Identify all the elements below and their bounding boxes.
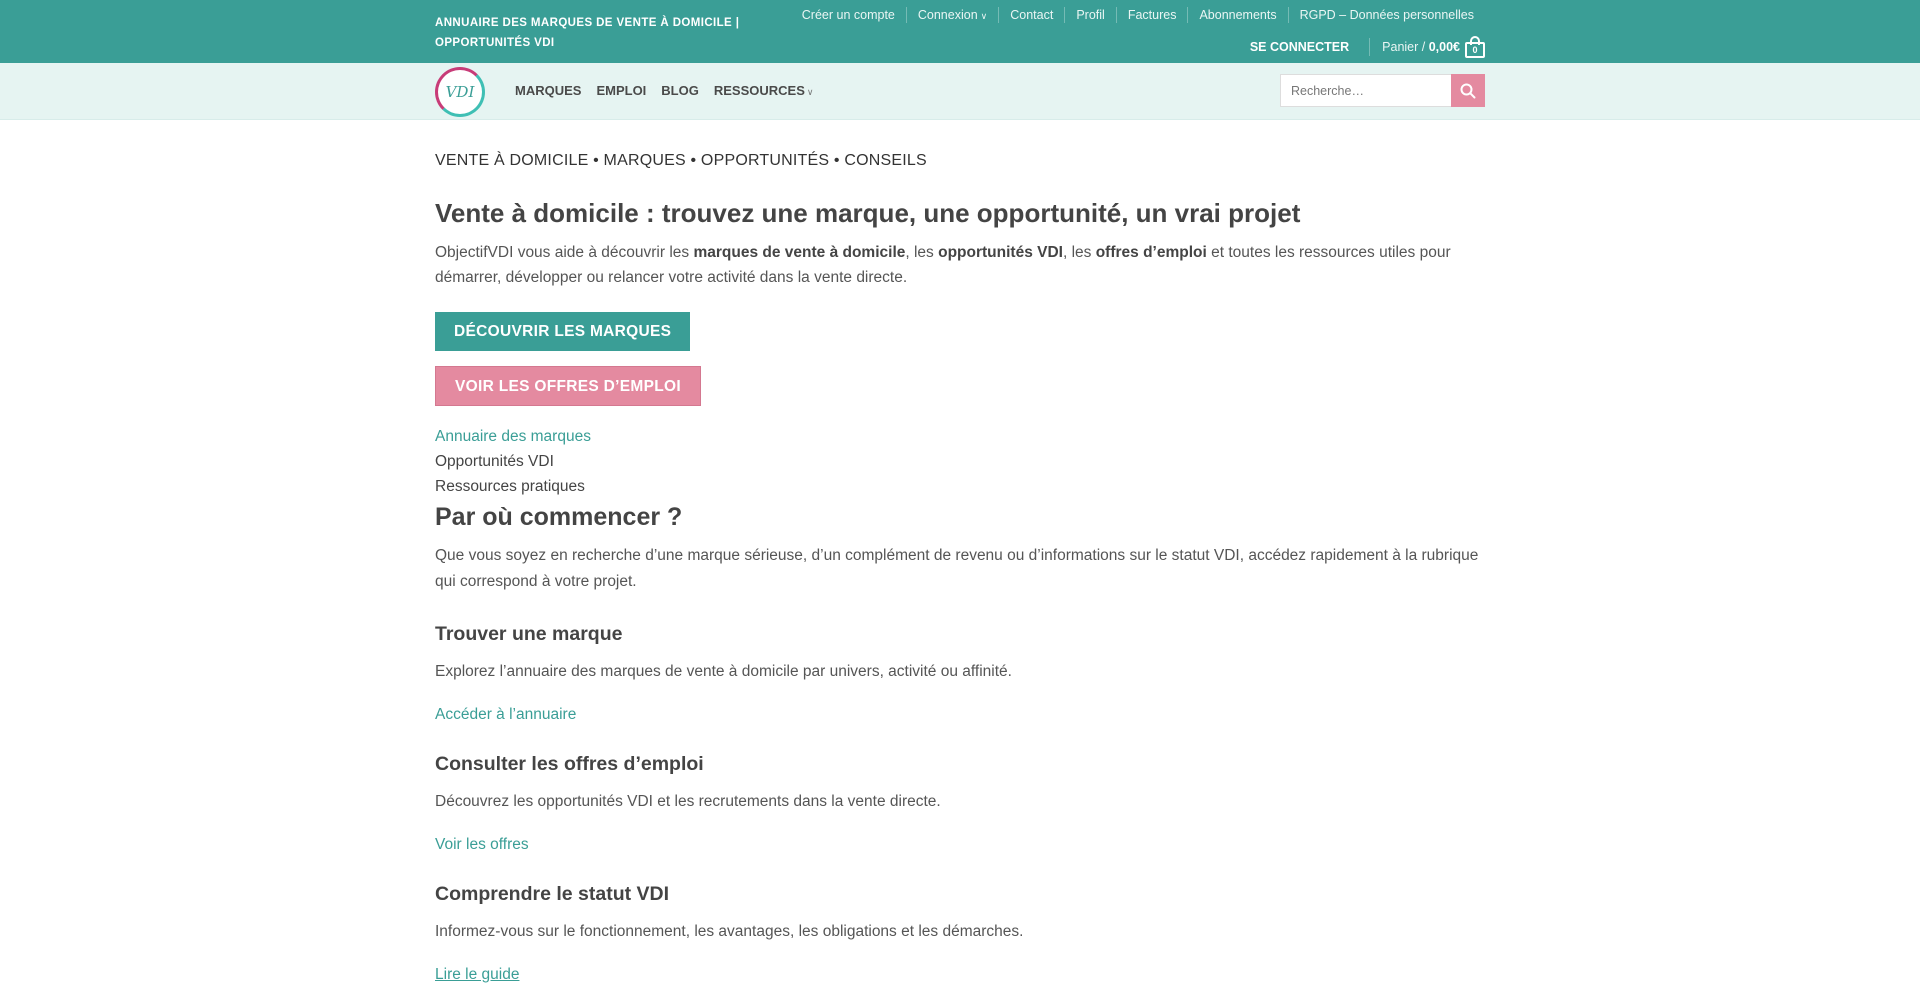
main-navigation: [515, 83, 828, 98]
intro-bold-brands: marques de vente à domicile: [693, 244, 906, 261]
link-brand-directory[interactable]: Annuaire des marques: [435, 428, 591, 445]
search-input[interactable]: [1280, 74, 1451, 107]
intro-text-1: ObjectifVDI vous aide à découvrir les: [435, 244, 694, 261]
shopping-bag-icon[interactable]: [1465, 36, 1485, 58]
logo-text: VDI: [445, 83, 475, 101]
page-title: Vente à domicile : trouvez une marque, une opportunité, un vrai projet: [435, 198, 1301, 228]
cart-total: 0,00€: [1428, 40, 1460, 54]
section-title: Par où commencer ?: [435, 503, 683, 531]
block-text-status: Informez-vous sur le fonctionnement, les avantages, les obligations et les démarches.: [435, 923, 1024, 940]
top-navigation: [791, 7, 1485, 23]
chevron-down-icon: ∨: [806, 87, 814, 97]
discover-brands-button[interactable]: DÉCOUVRIR LES MARQUES: [435, 312, 690, 351]
cart-link[interactable]: [1382, 40, 1460, 54]
cart-prefix: Panier /: [1382, 40, 1429, 54]
top-nav-invoices[interactable]: Factures: [1116, 7, 1188, 23]
intro-text-4: et toutes les ressources utiles pour démarrer, développer ou relancer votre activité dans la vente directe.: [435, 244, 1451, 286]
intro-bold-jobs: offres d’emploi: [1095, 244, 1207, 261]
link-vdi-opportunities[interactable]: Opportunités VDI: [435, 453, 554, 470]
intro-text-3: , les: [1062, 244, 1096, 261]
nav-resources-label: RESSOURCES: [713, 83, 805, 98]
block-text-jobs: Découvrez les opportunités VDI et les recrutements dans la vente directe.: [435, 793, 941, 810]
intro-paragraph: [435, 240, 1485, 290]
top-nav-login-label: Connexion: [917, 8, 978, 22]
link-practical-resources[interactable]: Ressources pratiques: [435, 478, 585, 495]
top-nav-login[interactable]: [906, 7, 998, 23]
block-link-offers[interactable]: Voir les offres: [435, 836, 529, 853]
intro-bold-opportunities: opportunités VDI: [938, 244, 1063, 261]
top-nav-subscriptions[interactable]: Abonnements: [1187, 7, 1287, 23]
login-button[interactable]: SE CONNECTER: [1250, 38, 1370, 56]
search-form: [1280, 74, 1485, 107]
block-link-guide[interactable]: Lire le guide: [435, 966, 520, 983]
site-logo[interactable]: [435, 67, 485, 117]
block-text-brand: Explorez l’annuaire des marques de vente à domicile par univers, activité ou affinité.: [435, 663, 1012, 680]
section-text: Que vous soyez en recherche d’une marque sérieuse, d’un complément de revenu ou d’informations sur le statut VDI, accédez rapidement à la rubrique qui correspond à votre projet.: [435, 547, 1479, 590]
account-cart-row: [1250, 36, 1485, 58]
block-link-directory[interactable]: Accéder à l’annuaire: [435, 706, 577, 723]
quick-links: [435, 424, 1485, 499]
nav-brands[interactable]: MARQUES: [515, 83, 582, 98]
nav-blog[interactable]: BLOG: [661, 83, 699, 98]
top-nav-create-account[interactable]: Créer un compte: [801, 8, 895, 22]
nav-jobs[interactable]: EMPLOI: [596, 83, 647, 98]
page-kicker: VENTE À DOMICILE • MARQUES • OPPORTUNITÉS • CONSEILS: [435, 152, 927, 169]
top-nav-contact[interactable]: Contact: [998, 7, 1064, 23]
nav-resources[interactable]: [714, 83, 814, 98]
search-button[interactable]: [1451, 74, 1485, 107]
site-tagline[interactable]: ANNUAIRE DES MARQUES DE VENTE À DOMICILE | OPPORTUNITÉS VDI: [435, 17, 740, 49]
view-jobs-button[interactable]: VOIR LES OFFRES D’EMPLOI: [435, 366, 701, 406]
top-bar: [0, 0, 1920, 63]
chevron-down-icon: ∨: [980, 11, 988, 21]
top-nav-profile[interactable]: Profil: [1064, 7, 1115, 23]
intro-text-2: , les: [905, 244, 939, 261]
block-title-jobs: Consulter les offres d’emploi: [435, 753, 704, 775]
cart-count-badge: 0: [1465, 42, 1485, 58]
search-icon: [1460, 83, 1476, 99]
block-title-brand: Trouver une marque: [435, 623, 623, 645]
block-title-status: Comprendre le statut VDI: [435, 883, 670, 905]
main-content: [435, 120, 1485, 985]
main-header: [0, 63, 1920, 120]
top-nav-gdpr[interactable]: RGPD – Données personnelles: [1288, 7, 1485, 23]
